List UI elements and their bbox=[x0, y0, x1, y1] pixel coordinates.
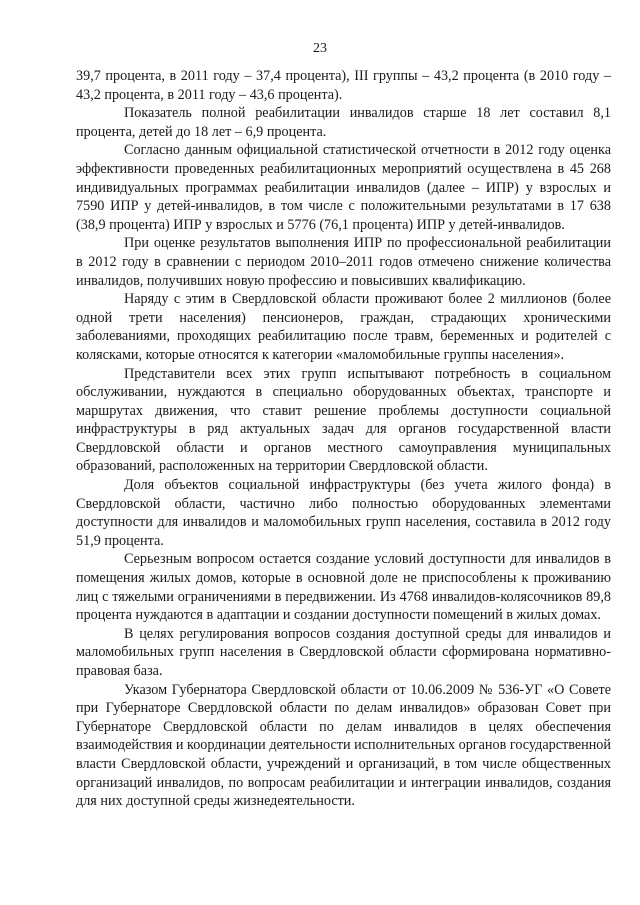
paragraph-social-service-needs: Представители всех этих групп испытывают потребность в социальном обслуживании, нуждаются в специально оборудованных объектах, транспорте и маршрутах движения, что ставит решение проблемы доступности социальной инфраструктуры в ряд актуальных задач для органов государственной власти Свердловской области и органов местного самоуправления муниципальных образований, расположенных на территории Свердловской области. bbox=[76, 365, 611, 475]
paragraph-full-rehabilitation: Показатель полной реабилитации инвалидов старше 18 лет составил 8,1 процента, детей до 18 лет – 6,9 процента. bbox=[76, 105, 611, 140]
paragraph-housing-accessibility: Серьезным вопросом остается создание условий доступности для инвалидов в помещения жилых домов, которые в основной доле не приспособлены к проживанию лиц с тяжелыми ограничениями в передвижении. Из 4768 инвалидов-колясочников 89,8 процента нуждаются в адаптации и создании доступности помещений в жилых домах. bbox=[76, 551, 611, 624]
paragraph-continuation: 39,7 процента, в 2011 году – 37,4 процента), III группы – 43,2 процента (в 2010 году – 43,2 процента, в 2011 году – 43,6 процента). bbox=[76, 68, 611, 103]
paragraph-professional-rehabilitation: При оценке результатов выполнения ИПР по профессиональной реабилитации в 2012 году в сравнении с периодом 2010–2011 годов отмечено снижение количества инвалидов, получивших новую профессию и повысивших квалификацию. bbox=[76, 235, 611, 289]
paragraph-governor-decree: Указом Губернатора Свердловской области от 10.06.2009 № 536-УГ «О Совете при Губернаторе Свердловской области по делам инвалидов» образован Совет при Губернаторе Свердловской области по делам инвалидов в целях обеспечения взаимодействия и координации деятельности исполнительных органов государственной власти Свердловской области, учреждений и организаций, в том числе общественных организаций инвалидов, по вопросам реабилитации и интеграции инвалидов, создания для них доступной среды жизнедеятельности. bbox=[76, 681, 611, 810]
paragraph-regulatory-base: В целях регулирования вопросов создания доступной среды для инвалидов и маломобильных групп населения в Свердловской области сформирована нормативно-правовая база. bbox=[76, 625, 611, 679]
paragraph-infrastructure-share: Доля объектов социальной инфраструктуры (без учета жилого фонда) в Свердловской области, частично либо полностью оборудованных элементами доступности для инвалидов и маломобильных групп населения, составила в 2012 году 51,9 процента. bbox=[76, 477, 611, 549]
paragraph-low-mobility-groups: Наряду с этим в Свердловской области проживают более 2 миллионов (более одной трети населения) пенсионеров, граждан, страдающих хроническими заболеваниями, проходящих реабилитацию после травм, беременных и родителей с колясками, которые относятся к категории «маломобильные группы населения». bbox=[76, 291, 611, 363]
document-body bbox=[76, 67, 611, 811]
paragraph-statistics: Согласно данным официальной статистической отчетности в 2012 году оценка эффективности проведенных реабилитационных мероприятий осуществлена в 45 268 индивидуальных программах реабилитации инвалидов (далее – ИПР) у взрослых и 7590 ИПР у детей-инвалидов, в том числе с положительными результатами в 17 638 (38,9 процента) ИПР у взрослых и 5776 (76,1 процента) ИПР у детей-инвалидов. bbox=[76, 142, 611, 233]
page-number: 23 bbox=[313, 41, 327, 56]
